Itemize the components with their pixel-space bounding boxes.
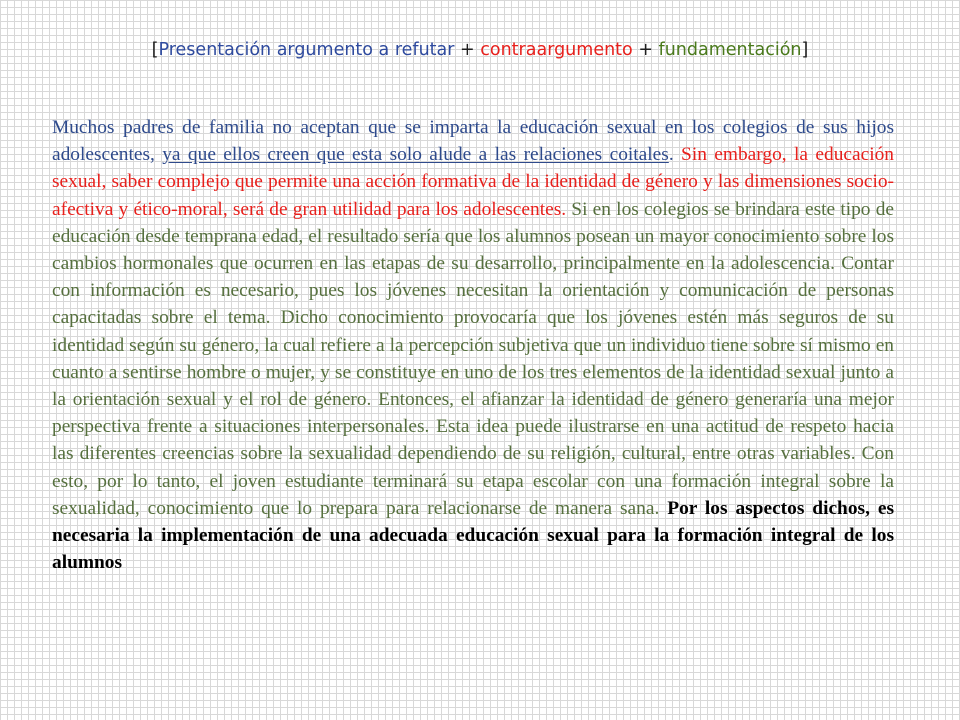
counterargument-text: Sin embargo, la educación sexual, saber complejo que permite una acción formativa de la identidad de género y las dimensiones socio-afectiva y ético-moral, será de gran utilidad para los adolescentes. [52,144,894,220]
argument-end: . [668,144,682,166]
title-counterargument: contraargumento [480,40,633,60]
title-argument: Presentación argumento a refutar [158,40,455,60]
title-foundation: fundamentación [658,40,802,60]
argument-intro: Muchos padres de familia no aceptan que se imparta la educación sexual en los colegios de sus hijos adolescentes, [52,117,894,166]
slide-title [0,40,960,60]
conclusion-text: Por los aspectos dichos, es necesaria la implementación de una adecuada educación sexual para la formación integral de los alumnos [52,497,894,574]
title-plus-2: + [632,40,659,60]
foundation-text: Si en los colegios se brindara este tipo de educación desde temprana edad, el resultado sería que los alumnos posean un mayor conocimiento sobre los cambios hormonales que ocurren en las etapas de su desarrollo, principalmente en la adolescencia. Contar con información es necesario, pues los jóvenes necesitan la orientación y comunicación de personas capacitadas sobre el tema. Dicho conocimiento provocaría que los jóvenes estén más seguros de su identidad según su género, la cual refiere a la percepción subjetiva que un individuo tiene sobre sí mismo en cuanto a sentirse hombre o mujer, y se constituye en uno de los tres elementos de la identidad sexual junto a la orientación sexual y el rol de género. Entonces, el afianzar la identidad de género generaría una mejor perspectiva frente a situaciones interpersonales. Esta idea puede ilustrarse en una actitud de respeto hacia las diferentes creencias sobre la sexualidad dependiendo de su religión, cultural, entre otras variables. Con esto, por lo tanto, el joven estudiante terminará su etapa escolar con una formación integral sobre la sexualidad, conocimiento que lo prepara para relacionarse de manera sana. [52,198,894,519]
title-close-bracket: ] [801,40,809,60]
title-plus-1: + [454,40,481,60]
argument-reason: ya que ellos creen que esta solo alude a las relaciones coitales [162,144,669,166]
title-open-bracket: [ [151,40,159,60]
essay-paragraph [52,114,894,576]
